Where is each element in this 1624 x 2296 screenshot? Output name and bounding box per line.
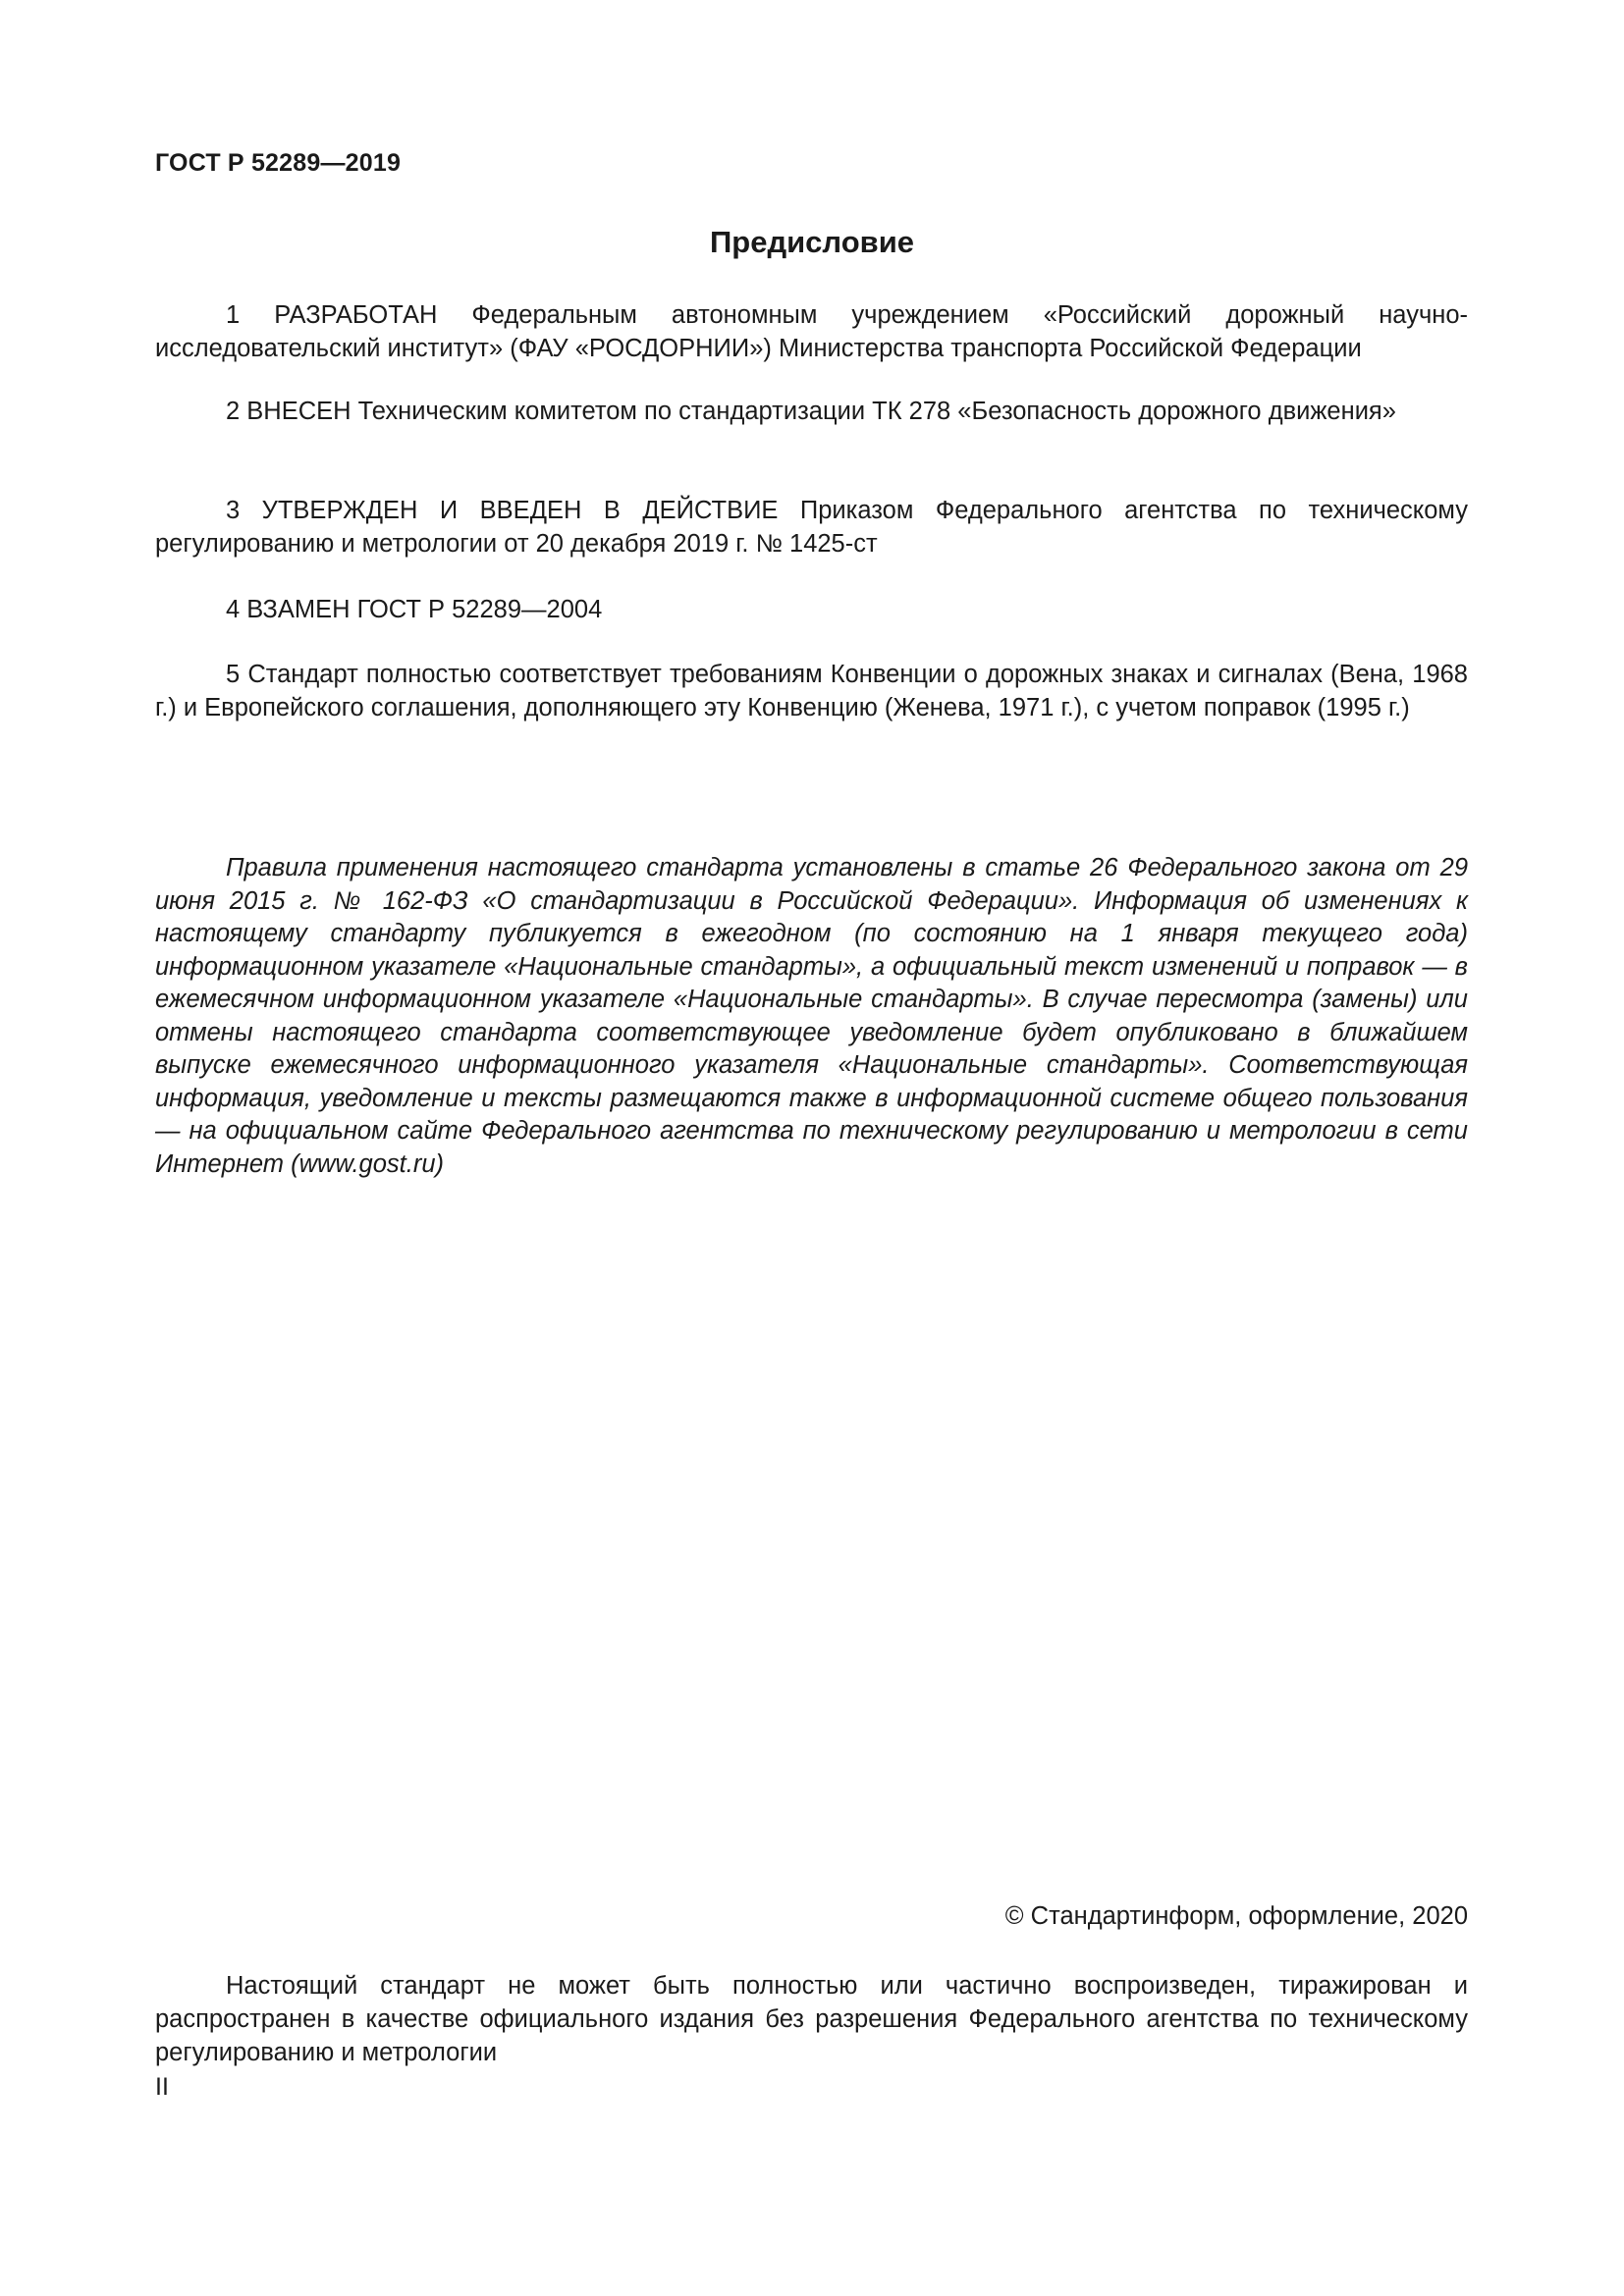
foreword-item-3: 3 УТВЕРЖДЕН И ВВЕДЕН В ДЕЙСТВИЕ Приказом Федерального агентства по техническому регулированию и метрологии от 20 декабря 2019 г. № 1425-ст	[155, 497, 1468, 558]
foreword-item-2: 2 ВНЕСЕН Техническим комитетом по стандартизации ТК 278 «Безопасность дорожного движения»	[226, 398, 1396, 425]
copyright-line: © Стандартинформ, оформление, 2020	[1004, 1902, 1468, 1930]
application-rules-notice: Правила применения настоящего стандарта установлены в статье 26 Федерального закона от 29 июня 2015 г. № 162-ФЗ «О стандартизации в Российской Федерации». Информация об изменениях к настоящему стандарту публикуется в ежегодном (по состоянию на 1 января текущего года) информационном указателе «Национальные стандарты», а официальный текст изменений и поправок — в ежемесячном информационном указателе «Национальные стандарты». В случае пересмотра (замены) или отмены настоящего стандарта соответствующее уведомление будет опубликовано в ближайшем выпуске ежемесячного информационного указателя «Национальные стандарты». Соответствующая информация, уведомление и тексты размещаются также в информационной системе общего пользования — на официальном сайте Федерального агентства по техническому регулированию и метрологии в сети Интернет (www.gost.ru)	[155, 854, 1468, 1178]
foreword-item-4: 4 ВЗАМЕН ГОСТ Р 52289—2004	[226, 596, 603, 623]
reproduction-notice: Настоящий стандарт не может быть полностью или частично воспроизведен, тиражирован и распространен в качестве официального издания без разрешения Федерального агентства по техническому регулированию и метрологии	[155, 1972, 1468, 2066]
page-title: Предисловие	[709, 225, 914, 259]
document-code: ГОСТ Р 52289—2019	[155, 149, 402, 177]
foreword-item-5: 5 Стандарт полностью соответствует требованиям Конвенции о дорожных знаках и сигналах (Вена, 1968 г.) и Европейского соглашения, дополняющего эту Конвенцию (Женева, 1971 г.), с учетом поправок (1995 г.)	[155, 661, 1468, 721]
page-number: II	[155, 2073, 169, 2101]
foreword-item-1: 1 РАЗРАБОТАН Федеральным автономным учреждением «Российский дорожный научно-исследовательский институт» (ФАУ «РОСДОРНИИ») Министерства транспорта Российской Федерации	[155, 301, 1468, 362]
